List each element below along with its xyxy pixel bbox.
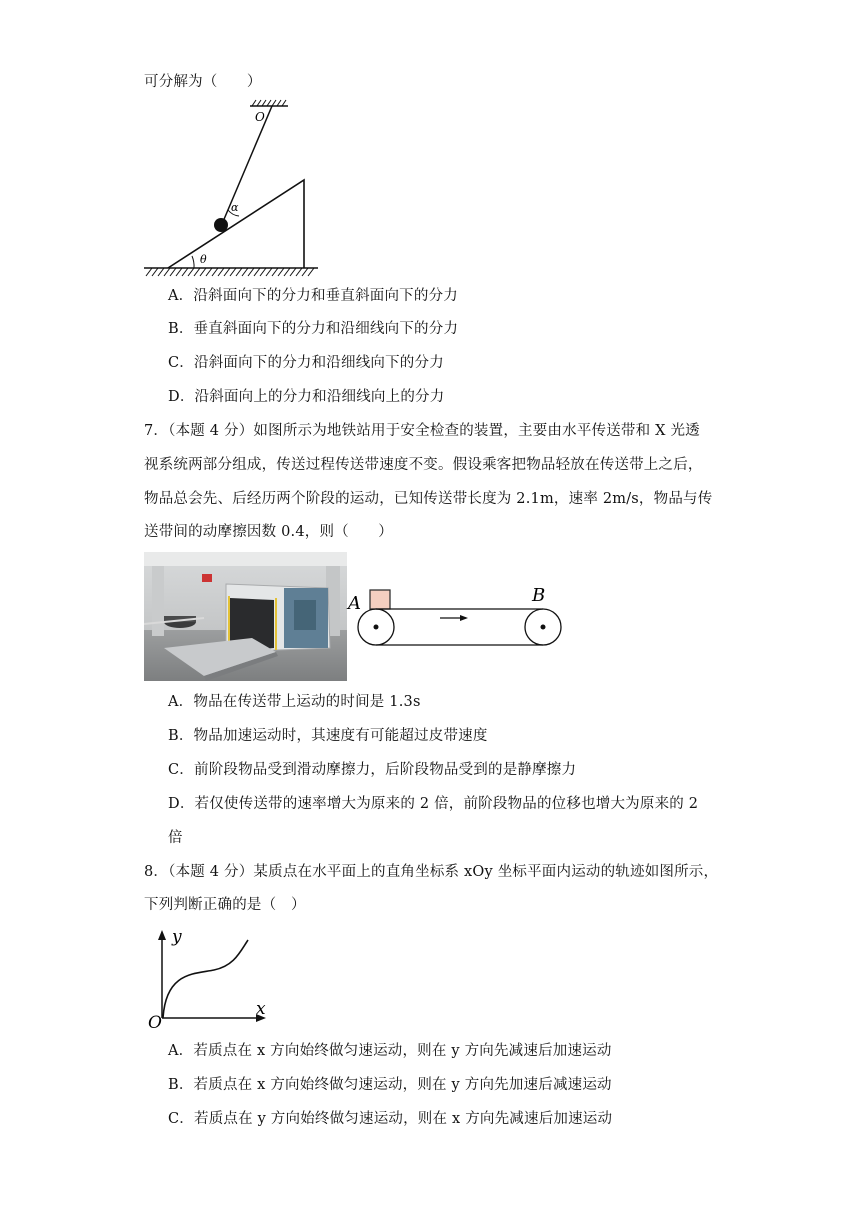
q8-trajectory-graph xyxy=(144,922,284,1032)
q8-option-b: B．若质点在 x 方向始终做匀速运动，则在 y 方向先加速后减速运动 xyxy=(168,1077,612,1093)
origin-label: O xyxy=(148,1013,162,1032)
q6-stem-tail: 可分解为（ ） xyxy=(144,74,262,90)
y-axis-label: y xyxy=(172,927,182,947)
end-a-label: A xyxy=(348,593,361,614)
q7-line-4: 送带间的动摩擦因数 0.4，则（ ） xyxy=(144,524,393,540)
q6-option-a: A．沿斜面向下的分力和垂直斜面向下的分力 xyxy=(168,288,458,304)
q7-line-2: 视系统两部分组成，传送过程传送带速度不变。假设乘客把物品轻放在传送带上之后， xyxy=(144,457,703,473)
q6-option-b: B．垂直斜面向下的分力和沿细线向下的分力 xyxy=(168,321,459,337)
q8-line-1: 8．（本题 4 分）某质点在水平面上的直角坐标系 xOy 坐标平面内运动的轨迹如图所示， xyxy=(144,864,719,880)
q7-option-d: D．若仅使传送带的速率增大为原来的 2 倍，前阶段物品的位移也增大为原来的 2 xyxy=(168,796,699,812)
q8-option-a: A．若质点在 x 方向始终做匀速运动，则在 y 方向先减速后加速运动 xyxy=(168,1043,612,1059)
q6-incline-figure xyxy=(142,98,322,278)
security-scanner-photo xyxy=(144,552,347,681)
q7-option-c: C．前阶段物品受到滑动摩擦力，后阶段物品受到的是静摩擦力 xyxy=(168,762,577,778)
q6-option-c: C．沿斜面向下的分力和沿细线向下的分力 xyxy=(168,355,444,371)
q8-option-c: C．若质点在 y 方向始终做匀速运动，则在 x 方向先减速后加速运动 xyxy=(168,1111,613,1127)
q7-option-b: B．物品加速运动时，其速度有可能超过皮带速度 xyxy=(168,728,488,744)
q7-line-1: 7．（本题 4 分）如图所示为地铁站用于安全检查的装置，主要由水平传送带和 X 光透 xyxy=(144,423,700,439)
theta-label: θ xyxy=(200,253,207,266)
q7-option-d-continued: 倍 xyxy=(168,830,183,846)
q7-line-3: 物品总会先、后经历两个阶段的运动，已知传送带长度为 2.1m，速率 2m/s，物品与传 xyxy=(144,491,713,507)
q8-line-2: 下列判断正确的是（ ） xyxy=(144,897,306,913)
alpha-label: α xyxy=(231,201,239,214)
q7-option-a: A．物品在传送带上运动的时间是 1.3s xyxy=(168,694,421,710)
end-b-label: B xyxy=(532,585,546,606)
q6-option-d: D．沿斜面向上的分力和沿细线向上的分力 xyxy=(168,389,445,405)
q7-conveyor-figure xyxy=(344,582,569,652)
pivot-label: O xyxy=(255,110,265,124)
x-axis-label: x xyxy=(256,999,266,1019)
